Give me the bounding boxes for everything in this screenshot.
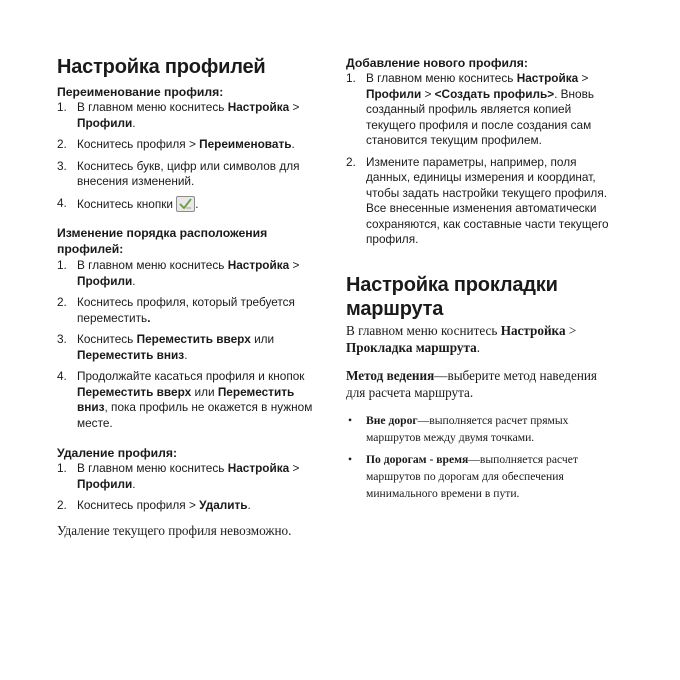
rename-heading: Переименование профиля: [57, 85, 224, 99]
rename-steps [57, 100, 319, 218]
list-item: 2. Измените параметры, например, поля данных, единицы измерения и координат, чтобы задать настройки текущего профиля. Все внесенные изменения автоматически сохраняются, как составные части текущего профиля. [346, 154, 609, 246]
reorder-heading: Изменение порядка расположения профилей: [57, 226, 268, 256]
list-item: 1. В главном меню коснитесь Настройка > Профили. [57, 100, 300, 130]
list-item: 1. В главном меню коснитесь Настройка > Профили > <Создать профиль>. Вновь созданный профиль является копией текущего профиля и после создания сам становится текущим профилем. [346, 71, 595, 147]
route-intro: В главном меню коснитесь Настройка > Прокладка маршрута. [346, 323, 577, 355]
add-steps [346, 71, 616, 254]
list-item: • По дорогам - время—выполняется расчет маршрутов по дорогам для обеспечения минимального времени в пути. [348, 453, 578, 500]
list-item: 1. В главном меню коснитесь Настройка > Профили. [57, 258, 300, 288]
list-item: 3. Коснитесь букв, цифр или символов для внесения изменений. [57, 158, 300, 188]
route-method: Метод ведения—выберите метод наведения для расчета маршрута. [346, 368, 597, 400]
page-title: Настройка профилей [57, 56, 266, 78]
list-item: 4. Коснитесь кнопки . [57, 195, 199, 211]
checkmark-icon [176, 196, 195, 212]
delete-note: Удаление текущего профиля невозможно. [57, 523, 292, 538]
add-heading: Добавление нового профиля: [346, 56, 528, 70]
list-item: 2. Коснитесь профиля, который требуется переместить. [57, 295, 295, 325]
reorder-steps [57, 258, 319, 437]
list-item: 1. В главном меню коснитесь Настройка > Профили. [57, 461, 300, 491]
list-item: 3. Коснитесь Переместить вверх или Переместить вниз. [57, 332, 275, 362]
route-title: Настройка прокладки маршрута [346, 274, 558, 320]
list-item: 4. Продолжайте касаться профиля и кнопок Переместить вверх или Переместить вниз, пока профиль не окажется в нужном месте. [57, 369, 313, 430]
list-item: 2. Коснитесь профиля > Переименовать. [57, 137, 295, 151]
list-item: 2. Коснитесь профиля > Удалить. [57, 498, 251, 512]
delete-steps [57, 461, 319, 520]
list-item: • Вне дорог—выполняется расчет прямых маршрутов между двумя точками. [348, 414, 569, 444]
delete-heading: Удаление профиля: [57, 446, 178, 460]
route-method-options [346, 412, 586, 507]
